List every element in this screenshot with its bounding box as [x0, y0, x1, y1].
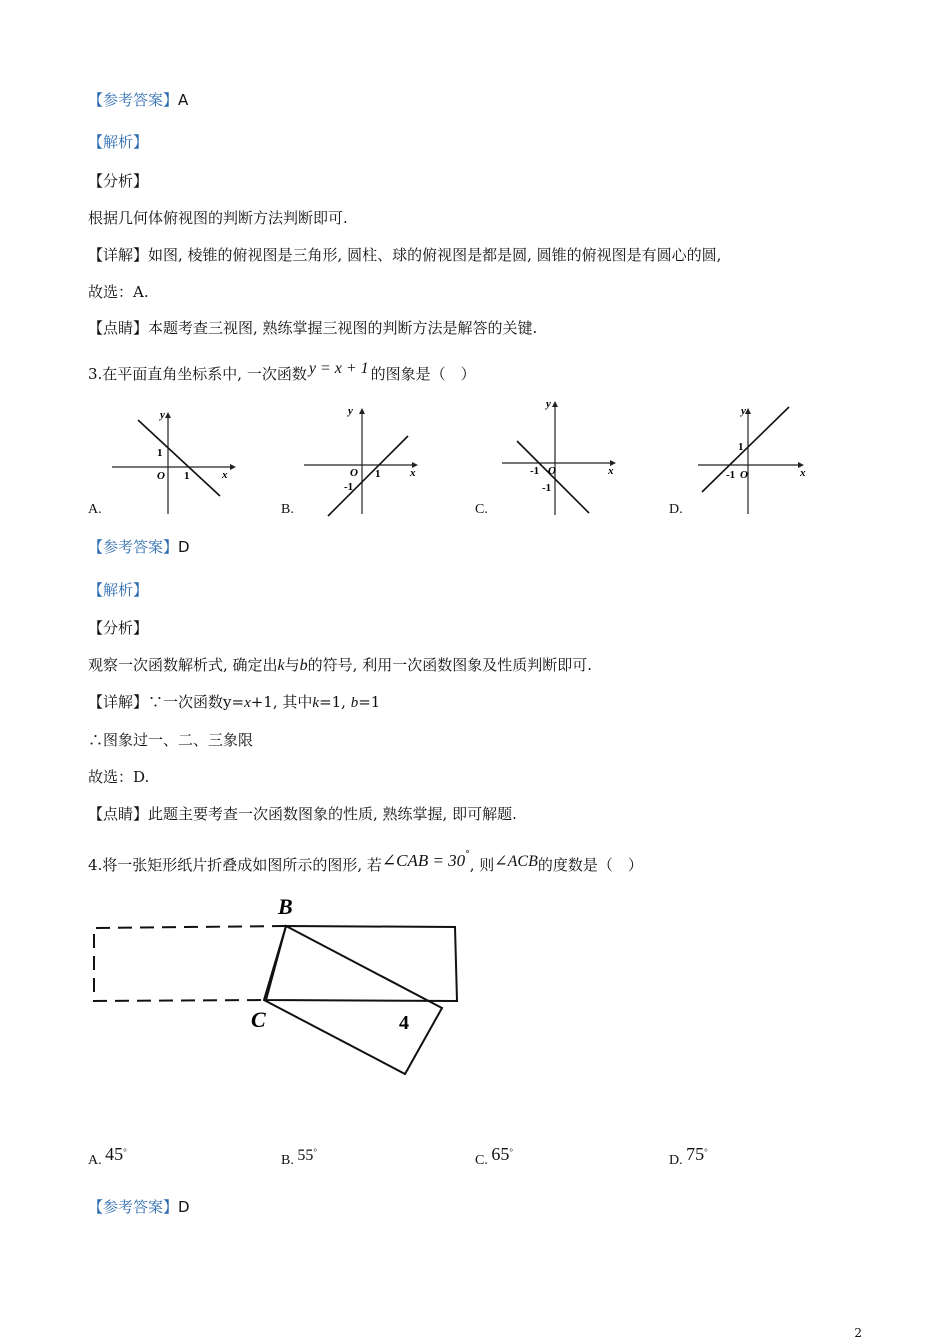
stem-text-before: 3.在平面直角坐标系中, 一次函数 — [88, 365, 307, 383]
fenxi-text-part: 的符号, 利用一次函数图象及性质判断即可. — [307, 656, 592, 674]
stem-formula: y = x + 1 — [308, 360, 369, 377]
detail-label: 【详解】 — [88, 246, 149, 264]
y-axis-arrow — [165, 412, 171, 418]
option-unit: ° — [509, 1147, 513, 1157]
y-axis-arrow — [359, 408, 365, 414]
point-c-label: C — [251, 1007, 266, 1032]
option-value: 75 — [686, 1144, 705, 1164]
fenxi-k: k — [277, 657, 285, 674]
q2-choose: 故选：A. — [88, 283, 149, 301]
detail-text: 如图, 棱锥的俯视图是三角形, 圆柱、球的俯视图是都是圆, 圆锥的俯视图是有圆心的圆, — [148, 246, 722, 264]
x-axis-label: x — [608, 465, 614, 477]
q2-comment — [88, 318, 537, 338]
fenxi-text-part: 观察一次函数解析式, 确定出 — [88, 656, 278, 674]
detail-text-part: =1, — [319, 693, 346, 711]
option-unit: ° — [313, 1147, 317, 1157]
detail-text-part: +1, 其中 — [250, 693, 313, 711]
y-axis-arrow — [745, 408, 751, 414]
option-unit: ° — [704, 1147, 708, 1157]
answer-value: D — [178, 1198, 190, 1216]
option-c-graph — [498, 397, 628, 517]
stem-text-after: 的图象是（ ） — [370, 365, 476, 383]
q3-fenxi-label: 【分析】 — [88, 619, 149, 637]
answer-value: D — [178, 538, 190, 556]
comment-text: 此题主要考查一次函数图象的性质, 熟练掌握, 即可解题. — [148, 805, 517, 823]
origin-label: O — [350, 467, 358, 479]
answer-value: A — [178, 91, 189, 109]
answer-label: 【参考答案】 — [88, 538, 179, 556]
q2-fenxi-text: 根据几何体俯视图的判断方法判断即可. — [88, 209, 348, 227]
option-label: A. — [88, 1153, 102, 1168]
stem-text-middle: , 则 — [469, 856, 495, 874]
fenxi-b: b — [299, 657, 308, 674]
option-d-label: D. — [669, 502, 683, 517]
origin-label: O — [740, 469, 748, 481]
q3-answer — [88, 537, 190, 557]
graph-line — [138, 420, 220, 496]
comment-label: 【点睛】 — [88, 319, 149, 337]
detail-x: x — [244, 695, 251, 711]
point-b-label: B — [278, 894, 293, 919]
q3-analysis-label: 【解析】 — [88, 581, 149, 599]
option-value: 45 — [105, 1144, 124, 1164]
dashed-original-outline — [94, 926, 286, 1001]
q3-therefore: ∴图象过一、二、三象限 — [88, 731, 254, 749]
q4-option-c — [475, 1144, 513, 1169]
origin-label: O — [548, 465, 556, 477]
answer-label: 【参考答案】 — [88, 91, 179, 109]
stem-formula-acb: ∠ACB — [494, 853, 538, 870]
q3-comment — [88, 804, 517, 824]
comment-label: 【点睛】 — [88, 805, 149, 823]
answer-label: 【参考答案】 — [88, 1198, 179, 1216]
option-label: D. — [669, 1153, 683, 1168]
y-axis-label: y — [348, 405, 353, 417]
detail-k: k — [312, 695, 320, 711]
x-axis-label: x — [410, 467, 416, 479]
y-intercept-label: -1 — [344, 481, 354, 493]
detail-label: 【详解】 — [88, 693, 149, 711]
option-d-graph — [694, 402, 814, 517]
x-axis-label: x — [800, 467, 806, 479]
q4-answer — [88, 1197, 190, 1217]
option-a-graph — [108, 402, 238, 517]
point-a-label: 4 — [399, 1012, 409, 1034]
q4-option-a — [88, 1144, 127, 1169]
q2-fenxi-label: 【分析】 — [88, 172, 149, 190]
detail-text-part: ∵一次函数y= — [148, 693, 245, 711]
comment-text: 本题考查三视图, 熟练掌握三视图的判断方法是解答的关键. — [148, 319, 538, 337]
option-label: B. — [281, 1153, 294, 1168]
y-intercept-label: 1 — [738, 441, 744, 453]
option-b-graph — [300, 402, 430, 517]
x-axis-label: x — [222, 469, 228, 481]
unfolded-rectangle — [266, 926, 457, 1001]
q4-option-d — [669, 1144, 708, 1169]
detail-b: b — [350, 695, 359, 711]
y-intercept-label: 1 — [157, 447, 163, 459]
option-value: 55 — [297, 1147, 314, 1164]
q2-analysis-label: 【解析】 — [88, 133, 149, 151]
origin-label: O — [157, 470, 165, 482]
x-intercept-label: -1 — [530, 465, 540, 477]
x-intercept-label: 1 — [375, 468, 381, 480]
y-axis-arrow — [552, 401, 558, 407]
x-axis-arrow — [230, 464, 236, 470]
folded-paper-figure — [88, 890, 478, 1085]
y-axis-label: y — [160, 409, 165, 421]
q3-choose: 故选：D. — [88, 768, 150, 786]
stem-degree: ° — [465, 850, 470, 860]
x-intercept-label: 1 — [184, 470, 190, 482]
graph-line — [328, 436, 408, 516]
fenxi-text-part: 与 — [284, 656, 300, 674]
q2-detail — [88, 245, 721, 265]
stem-text-after: 的度数是（ ） — [537, 856, 643, 874]
option-c-label: C. — [475, 502, 488, 517]
stem-formula-angle: ∠CAB = 30 — [381, 851, 466, 870]
y-intercept-label: -1 — [542, 482, 552, 494]
y-axis-label: y — [546, 398, 551, 410]
page-number: 2 — [854, 1326, 862, 1340]
option-label: C. — [475, 1153, 488, 1168]
option-unit: ° — [123, 1147, 127, 1157]
option-a-label: A. — [88, 502, 102, 517]
option-b-label: B. — [281, 502, 294, 517]
detail-text-part: =1 — [358, 693, 381, 711]
y-axis-label: y — [741, 405, 746, 417]
stem-text-before: 4.将一张矩形纸片折叠成如图所示的图形, 若 — [88, 856, 382, 874]
q2-answer — [88, 90, 188, 110]
q4-stem — [88, 849, 643, 876]
x-intercept-label: -1 — [726, 469, 736, 481]
q3-stem — [88, 360, 476, 385]
q4-option-b — [281, 1147, 317, 1169]
graph-line — [517, 441, 589, 513]
q3-detail — [88, 692, 380, 713]
q3-fenxi-text — [88, 655, 592, 676]
option-value: 65 — [491, 1144, 510, 1164]
